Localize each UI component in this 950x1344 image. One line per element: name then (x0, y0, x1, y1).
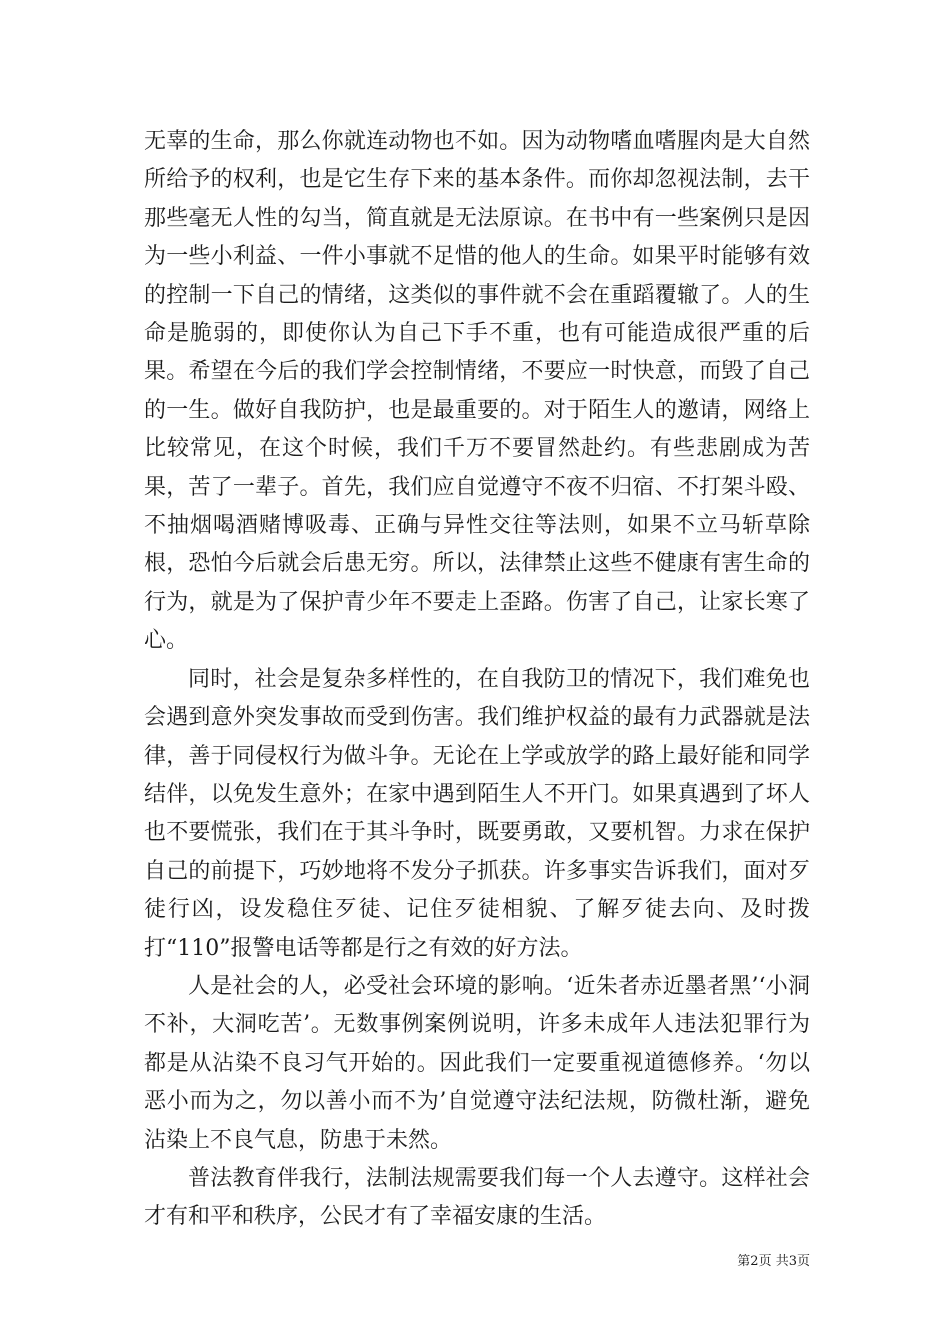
paragraph-4: 普法教育伴我行，法制法规需要我们每一个人去遵守。这样社会才有和平和秩序，公民才有了幸福安康的生活。 (144, 1165, 810, 1230)
paragraph-3: 人是社会的人，必受社会环境的影响。‘近朱者赤近墨者黑’‘小洞不补，大洞吃苦’。无数事例案例说明，许多未成年人违法犯罪行为都是从沾染不良习气开始的。因此我们一定要重视道德修养。‘勿以恶小而为之，勿以善小而不为’自觉遵守法纪法规，防微杜渐，避免沾染上不良气息，防患于未然。 (144, 973, 810, 1153)
page-number-footer (716, 1250, 810, 1269)
current-page-number: 2 (750, 1254, 759, 1269)
paragraph-2: 同时，社会是复杂多样性的，在自我防卫的情况下，我们难免也会遇到意外突发事故而受到伤害。我们维护权益的最有力武器就是法律，善于同侵权行为做斗争。无论在上学或放学的路上最好能和同学结伴，以免发生意外；在家中遇到陌生人不开门。如果真遇到了坏人也不要慌张，我们在于其斗争时，既要勇敢，又要机智。力求在保护自己的前提下，巧妙地将不发分子抓获。许多事实告诉我们，面对歹徒行凶，设发稳住歹徒、记住歹徒相貌、了解歹徒去向、及时拨打“110”报警电话等都是行之有效的好方法。 (144, 666, 810, 961)
paragraph-1: 无辜的生命，那么你就连动物也不如。因为动物嗜血嗜腥肉是大自然所给予的权利，也是它生存下来的基本条件。而你却忽视法制，去干那些毫无人性的勾当，简直就是无法原谅。在书中有一些案例只是因为一些小利益、一件小事就不足惜的他人的生命。如果平时能够有效的控制一下自己的情绪，这类似的事件就不会在重蹈覆辙了。人的生命是脆弱的，即使你认为自己下手不重，也有可能造成很严重的后果。希望在今后的我们学会控制情绪，不要应一时快意，而毁了自己的一生。做好自我防护，也是最重要的。对于陌生人的邀请，网络上比较常见，在这个时候，我们千万不要冒然赴约。有些悲剧成为苦果，苦了一辈子。首先，我们应自觉遵守不夜不归宿、不打架斗殴、不抽烟喝酒赌博吸毒、正确与异性交往等法则，如果不立马斩草除根，恐怕今后就会后患无穷。所以，法律禁止这些不健康有害生命的行为，就是为了保护青少年不要走上歪路。伤害了自己，让家长寒了心。 (144, 129, 810, 654)
total-page-count: 3 (788, 1254, 797, 1269)
page-label-suffix: 页 (796, 1254, 810, 1269)
page-label-prefix: 第 (737, 1254, 751, 1269)
document-body (144, 123, 810, 1237)
page-label-middle: 页 共 (758, 1254, 789, 1269)
